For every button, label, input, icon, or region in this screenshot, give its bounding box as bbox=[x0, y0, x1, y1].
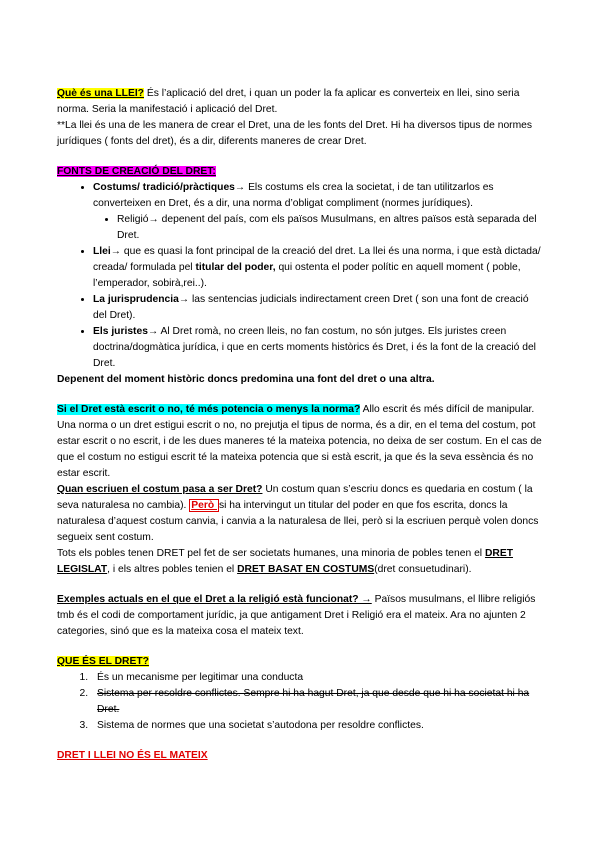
text-llei-b: qui ostenta el poder polític en aquell moment ( poble, l’emperador, sobirà,rei..). bbox=[93, 262, 521, 289]
answer-costum-b: si ha intervingut un titular del poder en que fos escrita, doncs la naturalesa d’aquest costum canvia, i canvia a la naturalesa de llei, però si la escriuen perquè volen doncs segueix sent costum. bbox=[57, 500, 539, 543]
term-llei: Llei bbox=[93, 246, 111, 257]
heading-fonts: FONTS DE CREACIÓ DEL DRET: bbox=[57, 166, 216, 177]
document-body bbox=[57, 86, 545, 764]
list-item: 1. És un mecanisme per legitimar una conducta bbox=[91, 670, 545, 686]
fonts-list bbox=[57, 180, 545, 372]
term-costums: Costums/ tradició/pràctiques bbox=[93, 182, 235, 193]
paragraph-llei bbox=[57, 86, 545, 118]
sublist-costums bbox=[93, 212, 545, 244]
list-item: • Religió→ depenent del país, com els països Musulmans, en altres països està separada del Dret. bbox=[117, 212, 545, 244]
question-llei: Què és una LLEI? bbox=[57, 88, 144, 99]
text-juristes: → Al Dret romà, no creen lleis, no fan costum, no són jutges. Els juristes creen doctrina/dogmàtica jurídica, i que en certs moments històrics és Dret, i és la font de la creació del Dret. bbox=[93, 326, 536, 369]
text-costums: → Els costums els crea la societat, i de tan utilitzarlos es converteixen en Dret, és a dir, una norma d’obligat compliment (normes jurídiques). bbox=[93, 182, 494, 209]
list-item: 3. Sistema de normes que una societat s’autodona per resoldre conflictes. bbox=[91, 718, 545, 734]
pero-highlight: Però bbox=[191, 500, 217, 511]
answer-costum-a: Un costum quan s’escriu doncs es quedaria en costum ( la seva naturalesa no cambia). bbox=[57, 484, 533, 511]
answer-exemples: Països musulmans, el llibre religiós tmb és el codi de comportament jurídic, ja que antigament Dret i Religió era el mateix. Ara no ajunten 2 categories, sinó que es la mateixa cosa el mateix text. bbox=[57, 594, 536, 637]
note-llei: **La llei és una de les manera de crear el Dret, una de les fonts del Dret. Hi ha diversos tipus de normes jurídiques ( fonts del dret), és a dir, diferents maneres de crear Dret. bbox=[57, 120, 533, 147]
list-item: 2. Sistema per resoldre conflictes. Sempre hi ha hagut Dret, ja que desde que hi ha societat hi ha Dret. bbox=[91, 686, 545, 718]
paragraph-escrit bbox=[57, 402, 545, 482]
pobles-c: (dret consuetudinari). bbox=[374, 564, 472, 575]
paragraph-pobles bbox=[57, 546, 545, 578]
paragraph-exemples bbox=[57, 592, 545, 640]
list-item bbox=[93, 180, 545, 244]
dret-costums: DRET BASAT EN COSTUMS bbox=[237, 564, 375, 575]
paragraph-costum bbox=[57, 482, 545, 546]
list-item bbox=[93, 244, 545, 292]
question-costum: Quan escriuen el costum pasa a ser Dret? bbox=[57, 484, 263, 495]
list-item bbox=[93, 324, 545, 372]
heading-que-es: QUE ÉS EL DRET? bbox=[57, 656, 149, 667]
pobles-b: , i els altres pobles tenien el bbox=[107, 564, 238, 575]
question-escrit: Si el Dret està escrit o no, té més potencia o menys la norma? bbox=[57, 404, 361, 415]
term-jurisprudencia: La jurisprudencia bbox=[93, 294, 179, 305]
pobles-a: Tots els pobles tenen DRET pel fet de ser societats humanes, una minoria de pobles tenen el bbox=[57, 548, 485, 559]
answer-llei: És l’aplicació del dret, i quan un poder la fa aplicar es converteix en llei, sino seria norma. Seria la manifestació i aplicació del Dret. bbox=[57, 88, 520, 115]
question-exemples: Exemples actuals en el que el Dret a la religió està funcionat? → bbox=[57, 594, 372, 605]
text-llei-a: → que es quasi la font principal de la creació del dret. La llei és una norma, i que està dictada/ creada/ formulada pel bbox=[93, 246, 541, 273]
answer-escrit: Allo escrit és més difícil de manipular. Una norma o un dret estigui escrit o no, no prejutja el tipus de norma, és a dir, en el tema del costum, pot estar escrit o no escrit, i de les dues maneres té la mateixa potencia, no deixa de ser costum. En el cas de que el costum no estigui escrit té la mateixa potencia que si està escrit, ja que és la seva essència és no estar escrit. bbox=[57, 404, 542, 479]
dret-legislat: DRET LEGISLAT bbox=[57, 548, 513, 575]
que-es-list bbox=[57, 670, 545, 734]
term-juristes: Els juristes bbox=[93, 326, 148, 337]
final-heading: DRET I LLEI NO ÉS EL MATEIX bbox=[57, 750, 208, 761]
list-item bbox=[93, 292, 545, 324]
text-jurisprudencia: → las sentencias judicials indirectament creen Dret ( son una font de creació del Dret). bbox=[93, 294, 529, 321]
titular-poder: titular del poder, bbox=[195, 262, 276, 273]
closing-fonts: Depenent del moment històric doncs predomina una font del dret o una altra. bbox=[57, 374, 435, 385]
